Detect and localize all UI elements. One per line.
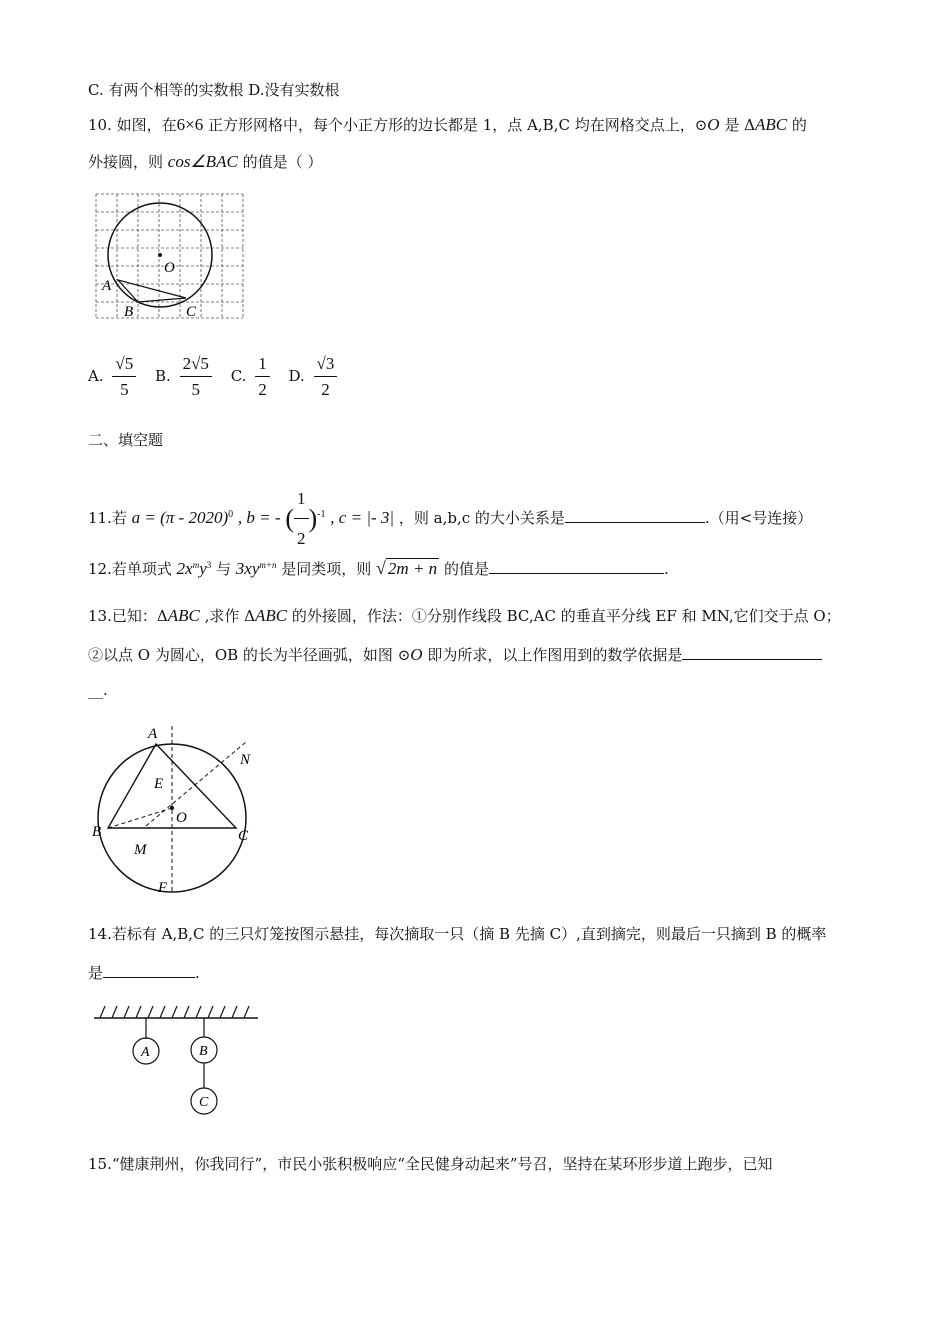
q14-ceiling-hatch bbox=[100, 1006, 249, 1018]
q11-b-num: 1 bbox=[294, 482, 309, 519]
q11-b-exp: -1 bbox=[317, 509, 326, 520]
q10-option-a-label: A. bbox=[88, 367, 104, 385]
q13-circle-o: O bbox=[410, 645, 423, 664]
q11-prefix: 11.若 bbox=[88, 509, 127, 527]
q14-line2-prefix: 是 bbox=[88, 964, 104, 982]
q10-option-b-label: B. bbox=[155, 367, 171, 385]
q10-label-o: O bbox=[164, 260, 175, 276]
q11-answer-blank[interactable] bbox=[565, 506, 705, 523]
q10-circle-o: O bbox=[707, 115, 720, 134]
q11-b-den: 2 bbox=[297, 529, 306, 548]
q12-tail: . bbox=[663, 560, 669, 578]
q12-sqrt-sign: √ bbox=[376, 558, 386, 578]
q11-tail: .（用<号连接） bbox=[704, 509, 813, 527]
q10-middle: 正方形网格中，每个小正方形的边长都是 1，点 A,B,C 均在网格交点上，⊙ bbox=[203, 116, 708, 134]
q9-options: C. 有两个相等的实数根 D.没有实数根 bbox=[88, 81, 340, 99]
q12-mono2: 3xy bbox=[235, 559, 260, 578]
q10-label-c: C bbox=[186, 304, 197, 320]
q10-option-c[interactable] bbox=[231, 354, 274, 400]
q11-suffix: ，则 a,b,c 的大小关系是 bbox=[398, 509, 565, 527]
q13-line2 bbox=[88, 643, 822, 665]
q12-mono1-exp2: 3 bbox=[206, 560, 212, 570]
q13-label-a: A bbox=[148, 726, 158, 742]
q10-line2-prefix: 外接圆，则 bbox=[88, 153, 168, 171]
q10-grid-size: 6×6 bbox=[176, 115, 204, 134]
q11-b-expr: , b = - bbox=[237, 508, 281, 527]
q11-b-paren-left: ( bbox=[285, 504, 294, 533]
q14-answer-blank[interactable] bbox=[103, 961, 195, 978]
q14-line2 bbox=[88, 961, 200, 983]
q13-line1-prefix: 13.已知：Δ bbox=[88, 607, 168, 625]
q12-suffix: 的值是 bbox=[443, 560, 489, 578]
q13-line1 bbox=[88, 606, 841, 626]
q10-option-c-num: 1 bbox=[255, 354, 270, 377]
q14-label-c: C bbox=[199, 1095, 209, 1110]
q10-triangle-shape bbox=[118, 280, 186, 302]
q13-line1-suffix: 的外接圆，作法：①分别作线段 BC,AC 的垂直平分线 EF 和 MN,它们交于点 O； bbox=[287, 607, 841, 625]
q13-line3: __. bbox=[88, 681, 108, 699]
q11-a-expr: a = (π - 2020) bbox=[131, 508, 229, 527]
q10-options bbox=[88, 354, 351, 400]
q13-answer-blank[interactable] bbox=[682, 643, 822, 660]
q14-label-b: B bbox=[199, 1044, 208, 1059]
q13-label-n: N bbox=[240, 752, 251, 768]
q12-mono1-exp1: m bbox=[192, 560, 200, 570]
q15-line1: 15.“健康荆州，你我同行”，市民小张积极响应“全民健身动起来”号召，坚持在某环形步道上跑步，已知 bbox=[88, 1155, 773, 1173]
q12-mono1-y: y bbox=[199, 559, 207, 578]
q10-option-c-label: C. bbox=[230, 367, 247, 385]
q12-mono2-exp: m+n bbox=[259, 560, 277, 570]
q10-line1 bbox=[88, 115, 807, 135]
q10-triangle: ABC bbox=[754, 115, 788, 134]
q13-figure bbox=[88, 720, 268, 900]
q13-line2-suffix: 即为所求，以上作图用到的数学依据是 bbox=[422, 646, 683, 664]
q10-line2 bbox=[88, 152, 322, 172]
q13-label-o: O bbox=[176, 810, 187, 826]
q10-option-b-num: 2√5 bbox=[180, 354, 212, 377]
q10-option-d[interactable] bbox=[289, 354, 342, 400]
q10-option-c-den: 2 bbox=[258, 380, 267, 399]
q10-option-a-den: 5 bbox=[120, 380, 129, 399]
q10-option-a[interactable] bbox=[88, 354, 140, 400]
q12-with: 与 bbox=[216, 560, 236, 578]
q12 bbox=[88, 550, 669, 584]
q14-figure bbox=[88, 998, 263, 1126]
q13-line1-mid: ,求作 Δ bbox=[199, 607, 255, 625]
q10-label-b: B bbox=[124, 304, 134, 320]
q14-label-a: A bbox=[141, 1045, 150, 1060]
section2-title: 二、填空题 bbox=[88, 431, 164, 449]
q10-option-a-num: √5 bbox=[112, 354, 136, 377]
q13-label-c: C bbox=[238, 828, 249, 844]
q10-option-d-num: √3 bbox=[314, 354, 338, 377]
q11-a-exp: 0 bbox=[228, 509, 234, 520]
q13-tri1: ABC bbox=[167, 606, 200, 625]
q10-prefix: 10. 如图，在 bbox=[88, 116, 177, 134]
q11-b-paren-right: ) bbox=[308, 504, 318, 533]
q13-center-dot bbox=[170, 806, 174, 810]
q12-answer-blank[interactable] bbox=[489, 557, 664, 574]
q12-mono1: 2x bbox=[176, 559, 193, 578]
q10-option-d-den: 2 bbox=[321, 380, 330, 399]
q10-option-b[interactable] bbox=[155, 354, 216, 400]
q10-label-a: A bbox=[102, 278, 112, 294]
q10-center-dot bbox=[158, 253, 162, 257]
q10-line2-suffix: 的值是（ ） bbox=[237, 153, 323, 171]
q13-label-b: B bbox=[92, 824, 102, 840]
q14-line1: 14.若标有 A,B,C 的三只灯笼按图示悬挂，每次摘取一只（摘 B 先摘 C）,直到摘完，则最后一只摘到 B 的概率 bbox=[88, 925, 827, 943]
q13-label-e: E bbox=[154, 776, 164, 792]
q10-figure bbox=[90, 190, 250, 325]
q12-root: 2m + n bbox=[387, 559, 438, 578]
q12-mid: 是同类项，则 bbox=[281, 560, 377, 578]
q10-suffix: 的 bbox=[787, 116, 807, 134]
q12-prefix: 12.若单项式 bbox=[88, 560, 172, 578]
q10-option-b-den: 5 bbox=[191, 380, 201, 399]
q11-c-expr: , c = |- 3| bbox=[330, 508, 395, 527]
q11 bbox=[88, 482, 812, 556]
q13-label-m: M bbox=[134, 842, 147, 858]
q13-line2-prefix: ②以点 O 为圆心，OB 的长为半径画弧，如图 ⊙ bbox=[88, 646, 411, 664]
q10-cos-expr: cos∠BAC bbox=[167, 152, 238, 171]
q10-option-d-label: D. bbox=[288, 367, 305, 385]
q14-line2-suffix: . bbox=[195, 964, 200, 982]
q13-tri2: ABC bbox=[254, 606, 288, 625]
q13-label-f: F bbox=[158, 880, 168, 896]
q10-is: 是 Δ bbox=[719, 116, 755, 134]
